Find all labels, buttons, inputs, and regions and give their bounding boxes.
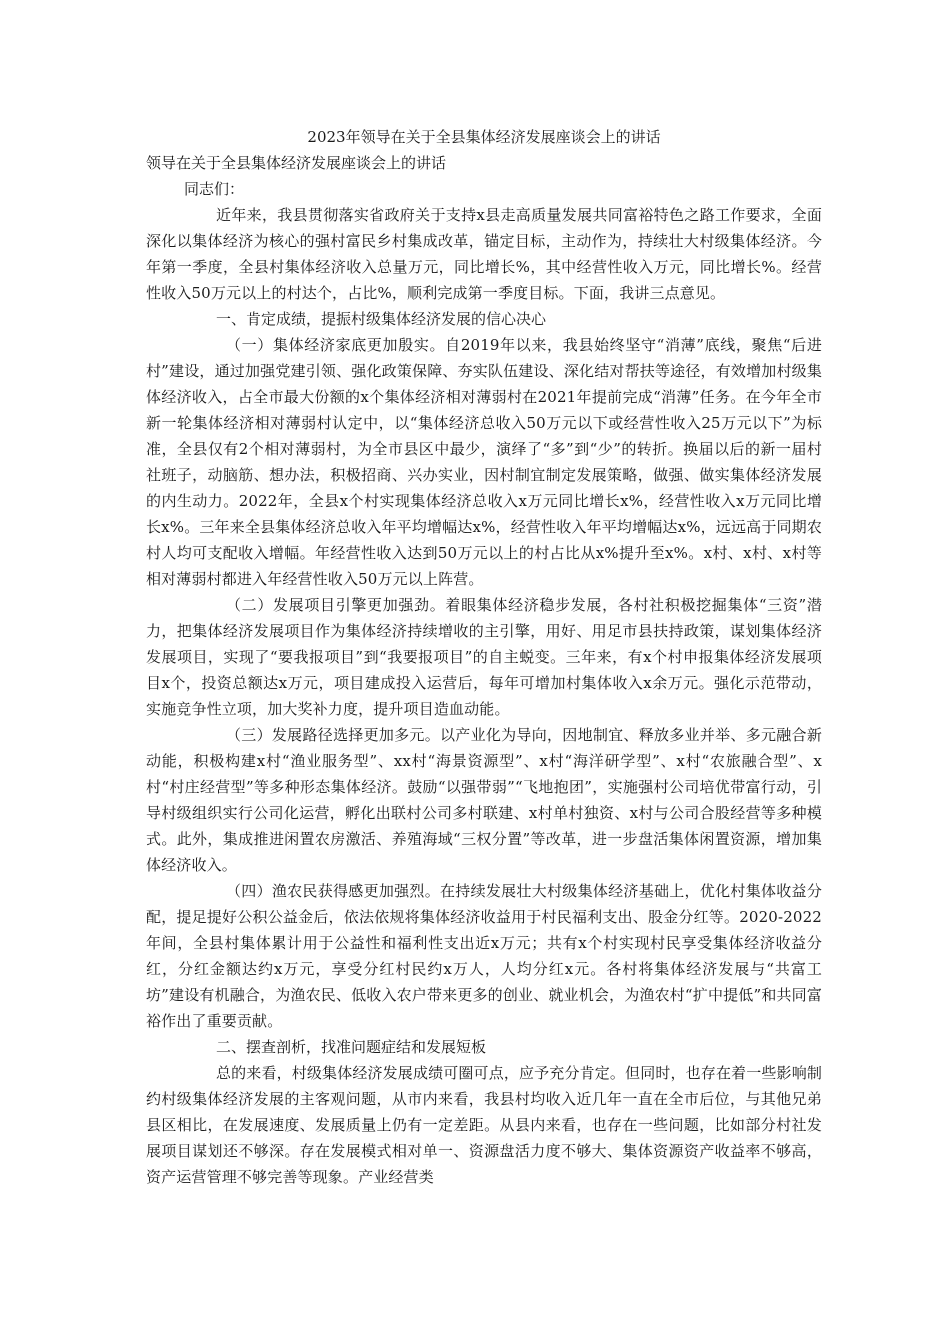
- intro-paragraph: 近年来，我县贯彻落实省政府关于支持x县走高质量发展共同富裕特色之路工作要求，全面深化以集体经济为核心的强村富民乡村集成改革，锚定目标，主动作为，持续壮大村级集体经济。今年第一季度，全县村集体经济收入总量万元，同比增长%，其中经营性收入万元，同比增长%。经营性收入50万元以上的村达个，占比%，顺利完成第一季度目标。下面，我讲三点意见。: [146, 206, 822, 302]
- section-heading: 一、肯定成绩，提振村级集体经济发展的信心决心: [216, 310, 547, 328]
- document-body: [146, 124, 822, 1190]
- document-subtitle: 领导在关于全县集体经济发展座谈会上的讲话: [146, 154, 447, 172]
- document-title: 2023年领导在关于全县集体经济发展座谈会上的讲话: [307, 128, 661, 146]
- section-paragraph: （三）发展路径选择更加多元。以产业化为导向，因地制宜、释放多业并举、多元融合新动能，积极构建x村“渔业服务型”、xx村“海景资源型”、x村“海洋研学型”、x村“农旅融合型”、x村“村庄经营型”等多种形态集体经济。鼓励“以强带弱”“飞地抱团”，实施强村公司培优带富行动，引导村级组织实行公司化运营，孵化出联村公司多村联建、x村单村独资、x村与公司合股经营等多种模式。此外，集成推进闲置农房激活、养殖海域“三权分置”等改革，进一步盘活集体闲置资源，增加集体经济收入。: [146, 726, 822, 874]
- salutation: 同志们：: [184, 180, 245, 198]
- section-paragraph: （二）发展项目引擎更加强劲。着眼集体经济稳步发展，各村社积极挖掘集体“三资”潜力，把集体经济发展项目作为集体经济持续增收的主引擎，用好、用足市县扶持政策，谋划集体经济发展项目，实现了“要我报项目”到“我要报项目”的自主蜕变。三年来，有x个村申报集体经济发展项目x个，投资总额达x万元，项目建成投入运营后，每年可增加村集体收入x余万元。强化示范带动，实施竞争性立项，加大奖补力度，提升项目造血动能。: [146, 596, 822, 718]
- section-paragraph: （四）渔农民获得感更加强烈。在持续发展壮大村级集体经济基础上，优化村集体收益分配，提足提好公积公益金后，依法依规将集体经济收益用于村民福利支出、股金分红等。2020-2022年间，全县村集体累计用于公益性和福利性支出近x万元；共有x个村实现村民享受集体经济收益分红，分红金额达约x万元，享受分红村民约x万人，人均分红x元。各村将集体经济发展与“共富工坊”建设有机融合，为渔农民、低收入农户带来更多的创业、就业机会，为渔农村“扩中提低”和共同富裕作出了重要贡献。: [146, 882, 822, 1030]
- section-paragraph: 总的来看，村级集体经济发展成绩可圈可点，应予充分肯定。但同时，也存在着一些影响制约村级集体经济发展的主客观问题，从市内来看，我县村均收入近几年一直在全市后位，与其他兄弟县区相比，在发展速度、发展质量上仍有一定差距。从县内来看，也存在一些问题，比如部分村社发展项目谋划还不够深。存在发展模式相对单一、资源盘活力度不够大、集体资源资产收益率不够高，资产运营管理不够完善等现象。产业经营类: [146, 1064, 823, 1186]
- section-paragraph: （一）集体经济家底更加殷实。自2019年以来，我县始终坚守“消薄”底线，聚焦“后进村”建设，通过加强党建引领、强化政策保障、夯实队伍建设、深化结对帮扶等途径，有效增加村级集体经济收入，占全市最大份额的x个集体经济相对薄弱村在2021年提前完成“消薄”任务。在今年全市新一轮集体经济相对薄弱村认定中，以“集体经济总收入50万元以下或经营性收入25万元以下”为标准，全县仅有2个相对薄弱村，为全市县区中最少，演绎了“多”到“少”的转折。换届以后的新一届村社班子，动脑筋、想办法，积极招商、兴办实业，因村制宜制定发展策略，做强、做实集体经济发展的内生动力。2022年，全县x个村实现集体经济总收入x万元同比增长x%，经营性收入x万元同比增长x%。三年来全县集体经济总收入年平均增幅达x%，经营性收入年平均增幅达x%，远远高于同期农村人均可支配收入增幅。年经营性收入达到50万元以上的村占比从x%提升至x%。x村、x村、x村等相对薄弱村都进入年经营性收入50万元以上阵营。: [146, 336, 822, 588]
- section-heading: 二、摆查剖析，找准问题症结和发展短板: [216, 1038, 487, 1056]
